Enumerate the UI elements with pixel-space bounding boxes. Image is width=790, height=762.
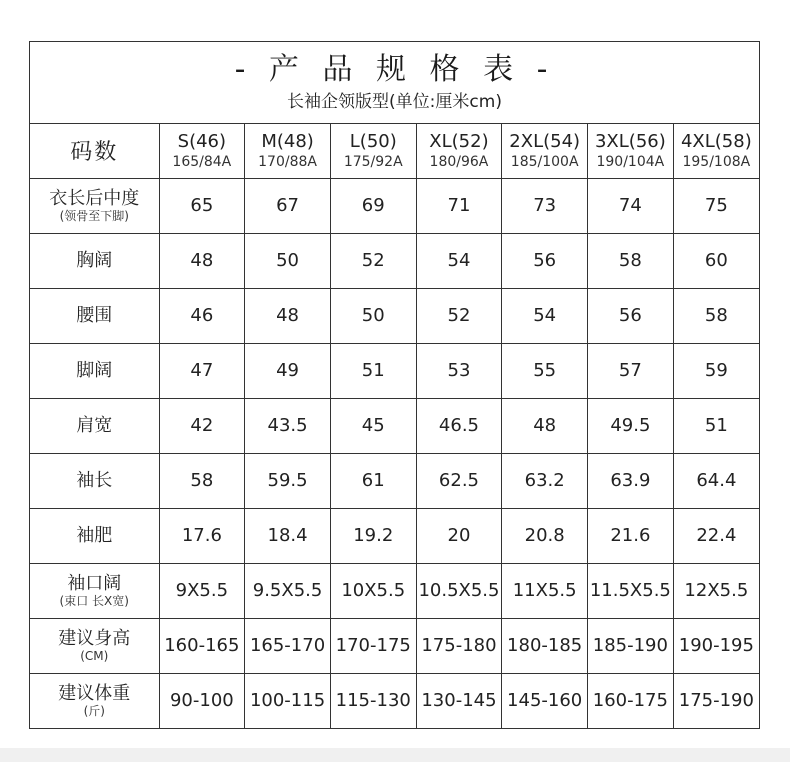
row-label-cell (30, 673, 159, 728)
row-label-cell (30, 233, 159, 288)
value-cell: 165-170 (245, 618, 331, 673)
size-header-cell (673, 124, 759, 178)
value-cell: 90-100 (159, 673, 245, 728)
value-cell: 59.5 (245, 453, 331, 508)
value-cell: 60 (673, 233, 759, 288)
row-label: 肩宽 (76, 414, 113, 436)
value-cell: 51 (673, 398, 759, 453)
value-cell: 48 (245, 288, 331, 343)
value-cell: 65 (159, 178, 245, 233)
size-header-cell (416, 124, 502, 178)
value-cell: 12X5.5 (673, 563, 759, 618)
value-cell: 175-180 (416, 618, 502, 673)
value-cell: 59 (673, 343, 759, 398)
row-label: 袖口阔 (67, 572, 122, 594)
row-label-cell (30, 453, 159, 508)
row-note: (斤) (83, 703, 105, 718)
size-name: XL(52) (429, 130, 489, 152)
title-block (30, 42, 759, 124)
value-cell: 50 (330, 288, 416, 343)
value-cell: 145-160 (502, 673, 588, 728)
size-spec: 175/92A (343, 153, 403, 170)
table-row (30, 398, 759, 453)
value-cell: 50 (245, 233, 331, 288)
size-chart (29, 41, 760, 729)
row-label: 建议身高 (58, 627, 131, 649)
size-header-cell (159, 124, 245, 178)
value-cell: 62.5 (416, 453, 502, 508)
value-cell: 9X5.5 (159, 563, 245, 618)
value-cell: 9.5X5.5 (245, 563, 331, 618)
chart-subtitle: 长袖企领版型(单位:厘米cm) (287, 92, 502, 112)
value-cell: 190-195 (673, 618, 759, 673)
value-cell: 75 (673, 178, 759, 233)
table-row (30, 508, 759, 563)
header-label-cell (30, 124, 159, 178)
value-cell: 55 (502, 343, 588, 398)
size-name: L(50) (349, 130, 397, 152)
value-cell: 130-145 (416, 673, 502, 728)
value-cell: 18.4 (245, 508, 331, 563)
value-cell: 45 (330, 398, 416, 453)
row-label: 脚阔 (76, 359, 113, 381)
value-cell: 160-175 (588, 673, 674, 728)
table-row (30, 563, 759, 618)
value-cell: 49 (245, 343, 331, 398)
table-row (30, 233, 759, 288)
value-cell: 47 (159, 343, 245, 398)
value-cell: 52 (330, 233, 416, 288)
value-cell: 115-130 (330, 673, 416, 728)
value-cell: 20.8 (502, 508, 588, 563)
table-row (30, 453, 759, 508)
table-row (30, 673, 759, 728)
chart-title: - 产 品 规 格 表 - (234, 52, 555, 87)
value-cell: 74 (588, 178, 674, 233)
size-header-cell (245, 124, 331, 178)
row-label-cell (30, 398, 159, 453)
value-cell: 17.6 (159, 508, 245, 563)
value-cell: 11.5X5.5 (588, 563, 674, 618)
header-row (30, 124, 759, 178)
size-name: 3XL(56) (594, 130, 666, 152)
value-cell: 46.5 (416, 398, 502, 453)
value-cell: 64.4 (673, 453, 759, 508)
size-table (30, 124, 759, 728)
table-row (30, 178, 759, 233)
value-cell: 63.2 (502, 453, 588, 508)
row-note: (CM) (80, 648, 109, 663)
value-cell: 10.5X5.5 (416, 563, 502, 618)
size-header-cell (330, 124, 416, 178)
value-cell: 46 (159, 288, 245, 343)
value-cell: 58 (673, 288, 759, 343)
row-label-cell (30, 178, 159, 233)
size-name: M(48) (261, 130, 314, 152)
row-label: 胸阔 (76, 249, 113, 271)
value-cell: 54 (416, 233, 502, 288)
value-cell: 42 (159, 398, 245, 453)
value-cell: 52 (416, 288, 502, 343)
row-label: 衣长后中度 (49, 187, 140, 209)
value-cell: 22.4 (673, 508, 759, 563)
size-spec: 170/88A (258, 153, 317, 170)
value-cell: 58 (588, 233, 674, 288)
table-row (30, 288, 759, 343)
value-cell: 43.5 (245, 398, 331, 453)
value-cell: 53 (416, 343, 502, 398)
value-cell: 100-115 (245, 673, 331, 728)
value-cell: 20 (416, 508, 502, 563)
row-note: (束口 长X宽) (59, 593, 129, 608)
value-cell: 10X5.5 (330, 563, 416, 618)
value-cell: 180-185 (502, 618, 588, 673)
row-label-cell (30, 508, 159, 563)
row-label-cell (30, 563, 159, 618)
table-row (30, 618, 759, 673)
value-cell: 51 (330, 343, 416, 398)
value-cell: 69 (330, 178, 416, 233)
value-cell: 56 (502, 233, 588, 288)
value-cell: 19.2 (330, 508, 416, 563)
row-note: (领骨至下脚) (59, 208, 129, 223)
row-label-cell (30, 618, 159, 673)
row-label: 袖肥 (76, 524, 113, 546)
size-name: 2XL(54) (509, 130, 581, 152)
row-label-cell (30, 343, 159, 398)
value-cell: 61 (330, 453, 416, 508)
value-cell: 170-175 (330, 618, 416, 673)
value-cell: 11X5.5 (502, 563, 588, 618)
value-cell: 185-190 (588, 618, 674, 673)
value-cell: 54 (502, 288, 588, 343)
value-cell: 175-190 (678, 690, 754, 712)
size-spec: 180/96A (429, 153, 489, 170)
size-spec: 185/100A (510, 153, 579, 170)
row-label: 建议体重 (58, 682, 131, 704)
value-cell: 56 (588, 288, 674, 343)
value-cell: 21.6 (588, 508, 674, 563)
value-cell: 58 (159, 453, 245, 508)
value-cell: 73 (502, 178, 588, 233)
value-cell: 57 (588, 343, 674, 398)
value-cell: 49.5 (588, 398, 674, 453)
bottom-strip (0, 748, 790, 762)
size-header-cell (502, 124, 588, 178)
row-label-cell (30, 288, 159, 343)
row-label: 袖长 (76, 469, 113, 491)
value-cell: 71 (416, 178, 502, 233)
size-spec: 195/108A (682, 153, 751, 170)
header-label: 码数 (70, 140, 119, 166)
value-cell: 63.9 (588, 453, 674, 508)
value-cell: 48 (159, 233, 245, 288)
row-label: 腰围 (76, 304, 113, 326)
value-cell: 48 (502, 398, 588, 453)
size-spec: 190/104A (596, 153, 665, 170)
table-row (30, 343, 759, 398)
size-name: 4XL(58) (680, 130, 752, 152)
value-cell: 67 (245, 178, 331, 233)
value-cell: 160-165 (159, 618, 245, 673)
size-name: S(46) (177, 130, 227, 152)
size-spec: 165/84A (172, 153, 232, 170)
size-header-cell (588, 124, 674, 178)
